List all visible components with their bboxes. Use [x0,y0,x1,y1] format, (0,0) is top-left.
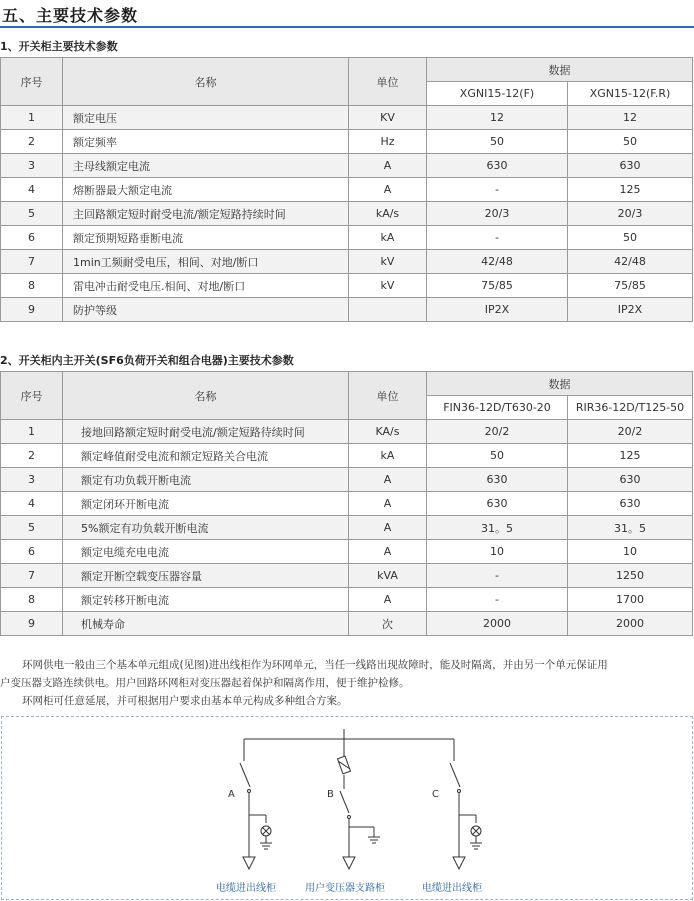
unit-b-switch-blade [340,791,349,813]
cell-name: 防护等级 [63,298,349,322]
table-row [1,468,693,492]
cell-value-model2: 1250 [568,564,693,588]
cell-value-model2: 630 [568,154,693,178]
unit-c-cable-terminal [453,857,465,869]
cell-seq: 3 [1,154,63,178]
cell-value-model2: 630 [568,468,693,492]
paragraph-2: 环网柜可任意延展，并可根据用户要求由基本单元构成多种组合方案。 [22,695,348,707]
unit-a-caption: 电缆进出线柜 [216,883,276,894]
cell-unit: kV [349,274,427,298]
cell-unit: KA/s [349,420,427,444]
cell-name: 熔断器最大额定电流 [63,178,349,202]
table-row [1,106,693,130]
table-row [1,178,693,202]
cell-value-model2: 31。5 [568,516,693,540]
table2-body [1,420,693,636]
cell-value-model1: 20/2 [427,420,568,444]
cell-seq: 6 [1,540,63,564]
cell-seq: 3 [1,468,63,492]
cell-value-model2: 75/85 [568,274,693,298]
cell-name: 接地回路额定短时耐受电流/额定短路待续时间 [63,420,349,444]
cell-value-model1: 630 [427,154,568,178]
cell-unit: A [349,178,427,202]
cell-seq: 1 [1,420,63,444]
cell-seq: 2 [1,130,63,154]
cell-value-model1: 2000 [427,612,568,636]
unit-b-cable-terminal [343,857,355,869]
cell-value-model1: - [427,564,568,588]
cell-name: 额定开断空载变压器容量 [63,564,349,588]
header-name: 名称 [63,58,349,106]
table-row [1,154,693,178]
cell-value-model1: 50 [427,444,568,468]
cell-name: 额定电缆充电电流 [63,540,349,564]
table-row [1,516,693,540]
cell-name: 雷电冲击耐受电压.相间、对地/断口 [63,274,349,298]
cell-value-model2: 1700 [568,588,693,612]
cell-value-model1: - [427,178,568,202]
table-row [1,226,693,250]
cell-seq: 2 [1,444,63,468]
paragraph-1-line-1: 环网供电一般由三个基本单元组成(见图)进出线柜作为环网单元，当任一线路出现故障时，能及时隔离，并由另一个单元保证用 [22,659,608,671]
cell-value-model2: 50 [568,226,693,250]
cell-name: 额定预期短路垂断电流 [63,226,349,250]
unit-c-marker: C [432,789,439,800]
cell-unit: A [349,492,427,516]
cell-name: 1min工频耐受电压，相间、对地/断口 [63,250,349,274]
table-row [1,420,693,444]
table-row [1,444,693,468]
table-row [1,492,693,516]
paragraph-1-line-2: 户变压器支路连续供电。用户回路环网柜对变压器起着保护和隔离作用，便于维护检修。 [0,677,410,689]
header-data: 数据 [427,372,693,396]
table-row [1,564,693,588]
cell-name: 额定闭环开断电流 [63,492,349,516]
table-row [1,588,693,612]
cell-seq: 5 [1,202,63,226]
cell-unit: kVA [349,564,427,588]
cell-seq: 4 [1,178,63,202]
table-row [1,540,693,564]
cell-seq: 6 [1,226,63,250]
unit-b-caption: 用户变压器支路柜 [305,883,385,894]
table-row [1,130,693,154]
cell-value-model1: 12 [427,106,568,130]
header-model2: XGN15-12(F.R) [568,82,693,106]
cell-value-model2: 42/48 [568,250,693,274]
cell-value-model2: 125 [568,178,693,202]
section-title: 五、主要技术参数 [2,6,139,25]
cell-value-model2: IP2X [568,298,693,322]
table2 [0,371,693,636]
cell-value-model1: 31。5 [427,516,568,540]
unit-a-cable-terminal [243,857,255,869]
cell-value-model1: 50 [427,130,568,154]
cell-seq: 8 [1,274,63,298]
cell-name: 额定峰值耐受电流和额定短路关合电流 [63,444,349,468]
cell-value-model1: 630 [427,492,568,516]
cell-unit: kA/s [349,202,427,226]
cell-unit: A [349,154,427,178]
cell-value-model1: 10 [427,540,568,564]
ring-main-diagram [1,716,693,900]
unit-c-switch-blade [450,763,460,787]
cell-value-model1: - [427,588,568,612]
cell-value-model1: 20/3 [427,202,568,226]
cell-value-model1: - [427,226,568,250]
table2-title: 2、开关柜内主开关(SF6负荷开关和组合电器)主要技术参数 [0,354,294,367]
header-model2: RIR36-12D/T125-50 [568,396,693,420]
cell-value-model2: 630 [568,492,693,516]
ring-main-schematic [2,717,692,899]
cell-seq: 4 [1,492,63,516]
cell-unit: kA [349,444,427,468]
header-data: 数据 [427,58,693,82]
cell-unit: KV [349,106,427,130]
cell-seq: 8 [1,588,63,612]
cell-seq: 7 [1,250,63,274]
header-seq: 序号 [1,372,63,420]
cell-value-model1: 75/85 [427,274,568,298]
table-row [1,202,693,226]
cell-name: 额定频率 [63,130,349,154]
cell-name: 主回路额定短时耐受电流/额定短路持续时间 [63,202,349,226]
cell-value-model2: 20/3 [568,202,693,226]
cell-unit: kA [349,226,427,250]
cell-unit: 次 [349,612,427,636]
cell-unit: A [349,516,427,540]
table1-body [1,106,693,322]
table-row [1,298,693,322]
table-row [1,250,693,274]
cell-seq: 9 [1,298,63,322]
unit-a-switch-blade [240,763,250,787]
cell-seq: 7 [1,564,63,588]
section-title-rule [0,26,694,28]
cell-name: 主母线额定电流 [63,154,349,178]
cell-name: 5%额定有功负载开断电流 [63,516,349,540]
cell-value-model2: 125 [568,444,693,468]
cell-value-model2: 50 [568,130,693,154]
cell-seq: 9 [1,612,63,636]
unit-b-marker: B [327,789,334,800]
cell-value-model2: 2000 [568,612,693,636]
cell-unit: A [349,468,427,492]
cell-name: 额定有功负载开断电流 [63,468,349,492]
cell-unit: A [349,540,427,564]
cell-value-model2: 20/2 [568,420,693,444]
header-seq: 序号 [1,58,63,106]
header-model1: FIN36-12D/T630-20 [427,396,568,420]
cell-name: 额定电压 [63,106,349,130]
cell-value-model1: IP2X [427,298,568,322]
table-row [1,612,693,636]
cell-seq: 5 [1,516,63,540]
table-row [1,274,693,298]
cell-name: 机械寿命 [63,612,349,636]
header-name: 名称 [63,372,349,420]
cell-name: 额定转移开断电流 [63,588,349,612]
table1-title: 1、开关柜主要技术参数 [0,40,118,53]
unit-c-caption: 电缆进出线柜 [422,883,482,894]
cell-unit: A [349,588,427,612]
header-unit: 单位 [349,372,427,420]
cell-seq: 1 [1,106,63,130]
cell-unit [349,298,427,322]
header-model1: XGNI15-12(F) [427,82,568,106]
unit-a-marker: A [228,789,235,800]
header-unit: 单位 [349,58,427,106]
cell-value-model1: 630 [427,468,568,492]
cell-value-model1: 42/48 [427,250,568,274]
cell-unit: kV [349,250,427,274]
cell-value-model2: 12 [568,106,693,130]
cell-unit: Hz [349,130,427,154]
table1 [0,57,693,322]
cell-value-model2: 10 [568,540,693,564]
